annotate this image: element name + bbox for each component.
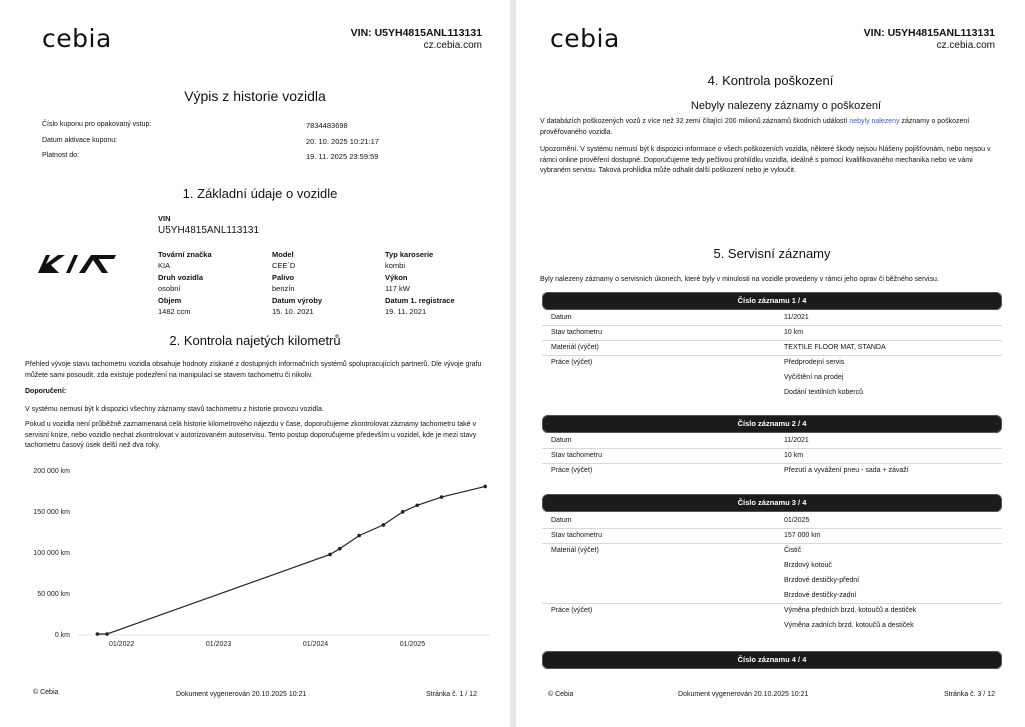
detail-power-value: 117 kW	[385, 284, 410, 293]
record-3-odometer-value: 157 000 km	[784, 532, 821, 539]
record-2-work-value: Přezutí a vyvážení pneu - sada + závaží	[784, 467, 909, 474]
valid-until-value: 19. 11. 2025 23:59:59	[306, 152, 379, 161]
record-3-work-value-1: Výměna předních brzd. kotoučů a destiček	[784, 607, 917, 614]
vin-value: U5YH4815ANL113131	[158, 225, 260, 236]
kia-logo	[36, 253, 118, 280]
record-1-work-label: Práce (výčet)	[551, 359, 593, 366]
divider	[542, 543, 1002, 544]
detail-model-label: Model	[272, 250, 294, 259]
record-2-date-value: 11/2021	[784, 437, 809, 444]
footer-generated: Dokument vygenerován 20.10.2025 10:21	[678, 691, 809, 698]
detail-production-label: Datum výroby	[272, 296, 323, 305]
footer-page-number: Stránka č. 3 / 12	[944, 691, 995, 698]
divider	[542, 528, 1002, 529]
odometer-data-point	[440, 495, 444, 499]
section-2-title: 2. Kontrola najetých kilometrů	[169, 333, 341, 348]
record-3-material-value-2: Brzdový kotouč	[784, 562, 832, 569]
detail-volume-label: Objem	[158, 296, 182, 305]
y-tick-label: 0 km	[54, 632, 70, 639]
recommendation-text: V systému nemusí být k dispozici všechny záznamy stavů tachometru z historie provozu vozidla.	[25, 406, 324, 413]
record-1-work-value-3: Dodání textilních koberců	[784, 389, 863, 396]
vin-label: VIN	[158, 214, 171, 223]
record-2-header: Číslo záznamu 2 / 4	[542, 415, 1002, 433]
record-4-header: Číslo záznamu 4 / 4	[542, 651, 1002, 669]
record-2-odometer-value: 10 km	[784, 452, 804, 459]
odometer-paragraph: Přehled vývoje stavu tachometru vozidla obsahuje hodnoty získané z dostupných informačních systémů spolupracujících partnerů. Dle vývoje grafu můžete sami posoudit, zda existuje podezření na manipulaci se stavem tachometru či nikoliv.	[25, 361, 482, 379]
record-3-header: Číslo záznamu 3 / 4	[542, 494, 1002, 512]
detail-fuel-value: benzín	[272, 284, 295, 293]
service-intro-paragraph: Byly nalezeny záznamy o servisních úkonech, které byly v minulosti na vozidle provedeny v rámci jeho oprav či běžného servisu.	[540, 276, 939, 283]
activation-date-label: Datum aktivace kuponu:	[42, 137, 118, 144]
record-1-header: Číslo záznamu 1 / 4	[542, 292, 1002, 310]
report-page-1	[0, 0, 510, 727]
record-1-work-value-2: Vyčištění na prodej	[784, 374, 844, 381]
record-3-work-value-2: Výměna zadních brzd. kotoučů a destiček	[784, 622, 914, 629]
record-1-material-label: Materiál (výčet)	[551, 344, 599, 351]
odometer-data-point	[357, 534, 361, 538]
detail-make-label: Tovární značka	[158, 250, 212, 259]
record-3-material-label: Materiál (výčet)	[551, 547, 599, 554]
x-tick-label: 01/2025	[399, 641, 426, 648]
record-1-date-value: 11/2021	[784, 314, 809, 321]
page-title: Výpis z historie vozidla	[184, 88, 326, 104]
damage-text-part2: záznamy o poškození prověřovaného vozidla.	[540, 118, 970, 136]
record-2-odometer-label: Stav tachometru	[551, 452, 602, 459]
record-1-odometer-label: Stav tachometru	[551, 329, 602, 336]
odometer-data-point	[415, 503, 419, 507]
kia-logo-icon	[36, 253, 118, 275]
odometer-data-point	[105, 632, 109, 636]
footer-page-number: Stránka č. 1 / 12	[426, 691, 477, 698]
record-3-date-label: Datum	[551, 517, 572, 524]
divider	[542, 325, 1002, 326]
odometer-chart	[0, 460, 510, 660]
odometer-data-point	[401, 510, 405, 514]
section-1-title: 1. Základní údaje o vozidle	[182, 186, 338, 201]
section-5-title: 5. Servisní záznamy	[713, 246, 831, 261]
footer-generated: Dokument vygenerován 20.10.2025 10:21	[176, 691, 307, 698]
record-1-date-label: Datum	[551, 314, 572, 321]
damage-warning-paragraph: Upozornění. V systému nemusí být k dispozici informace o všech poškozeních vozidla, některé škody nejsou hlášeny pojišťovnám, nebo nejsou v rámci online prověření dostupné. Doporučujeme tedy pečlivou prohlídku vozidla, ideálně s pomocí kvalifikovaného mechanika nebo ve vámi vybraném servisu. Taková prohlídka může odhalit další poškození nebo je vyloučit.	[540, 146, 991, 174]
detail-model-value: CEE´D	[272, 261, 296, 270]
report-page-3	[516, 0, 1025, 727]
odometer-data-point	[483, 485, 487, 489]
check-advice-text: Pokud u vozidla není průběžně zaznamenaná celá historie kilometrového nájezdu v čase, doporučujeme zkontrolovat záznamy tachometru také v servisní knize, nebo vozidlo nechat zkontrolovat v autorizovaném autoservisu. Tento postup doporučujeme především u vozidel, kde je mezi stavy tachometru časový úsek delší než dva roky.	[25, 421, 477, 449]
odometer-data-point	[382, 523, 386, 527]
divider	[542, 340, 1002, 341]
detail-registration-label: Datum 1. registrace	[385, 296, 455, 305]
header-site-link[interactable]: cz.cebia.com	[423, 40, 482, 51]
cebia-logo: cebia	[550, 24, 620, 53]
x-tick-label: 01/2024	[302, 641, 329, 648]
divider	[542, 603, 1002, 604]
detail-production-value: 15. 10. 2021	[272, 307, 314, 316]
record-1-material-value: TEXTILE FLOOR MAT, STANDA	[784, 344, 886, 351]
odometer-series-line	[97, 486, 485, 634]
record-3-material-value-3: Brzdové destičky-přední	[784, 577, 860, 584]
y-tick-label: 200 000 km	[33, 468, 70, 475]
damage-database-paragraph	[540, 117, 1003, 138]
recommendation-label: Doporučení:	[25, 388, 67, 395]
record-3-work-label: Práce (výčet)	[551, 607, 593, 614]
odometer-data-point	[338, 547, 342, 551]
record-1-odometer-value: 10 km	[784, 329, 804, 336]
detail-body-value: kombi	[385, 261, 406, 270]
footer-copyright: © Cebia	[548, 691, 574, 698]
detail-fuel-label: Palivo	[272, 273, 295, 282]
detail-volume-value: 1482 ccm	[158, 307, 191, 316]
y-tick-label: 50 000 km	[37, 591, 70, 598]
detail-body-label: Typ karoserie	[385, 250, 434, 259]
record-1-work-value-1: Předprodejní servis	[784, 359, 845, 366]
record-2-work-label: Práce (výčet)	[551, 467, 593, 474]
valid-until-label: Platnost do:	[42, 152, 79, 159]
x-tick-label: 01/2022	[108, 641, 135, 648]
coupon-label: Číslo kuponu pro opakovaný vstup:	[42, 121, 152, 128]
detail-type-label: Druh vozidla	[158, 273, 204, 282]
damage-text-part1: V databázích poškozených vozů z více než 32 zemí čítající 200 milionů záznamů škodních událostí	[540, 118, 848, 125]
divider	[542, 355, 1002, 356]
detail-make-value: KIA	[158, 261, 171, 270]
header-site-link[interactable]: cz.cebia.com	[936, 40, 995, 51]
record-3-odometer-label: Stav tachometru	[551, 532, 602, 539]
record-3-material-value-1: Čistič	[784, 547, 802, 554]
detail-type-value: osobní	[158, 284, 181, 293]
header-vin: VIN: U5YH4815ANL113131	[350, 27, 482, 39]
x-tick-label: 01/2023	[205, 641, 232, 648]
coupon-value: 7834483698	[306, 121, 348, 130]
detail-power-label: Výkon	[385, 273, 408, 282]
y-tick-label: 100 000 km	[33, 550, 70, 557]
record-2-date-label: Datum	[551, 437, 572, 444]
cebia-logo: cebia	[42, 24, 112, 53]
record-3-material-value-4: Brzdové destičky-zadní	[784, 592, 857, 599]
damage-text-highlight: nebyly nalezeny	[849, 118, 900, 125]
detail-registration-value: 19. 11. 2021	[385, 307, 427, 316]
section-4-title: 4. Kontrola poškození	[707, 73, 834, 88]
header-vin: VIN: U5YH4815ANL113131	[863, 27, 995, 39]
footer-copyright: © Cebia	[33, 689, 59, 696]
odometer-data-point	[328, 553, 332, 557]
y-tick-label: 150 000 km	[33, 509, 70, 516]
no-damage-heading: Nebyly nalezeny záznamy o poškození	[690, 100, 882, 112]
divider	[542, 448, 1002, 449]
record-3-date-value: 01/2025	[784, 517, 810, 524]
divider	[542, 463, 1002, 464]
activation-date-value: 20. 10. 2025 10:21:17	[306, 137, 379, 146]
odometer-data-point	[96, 632, 100, 636]
